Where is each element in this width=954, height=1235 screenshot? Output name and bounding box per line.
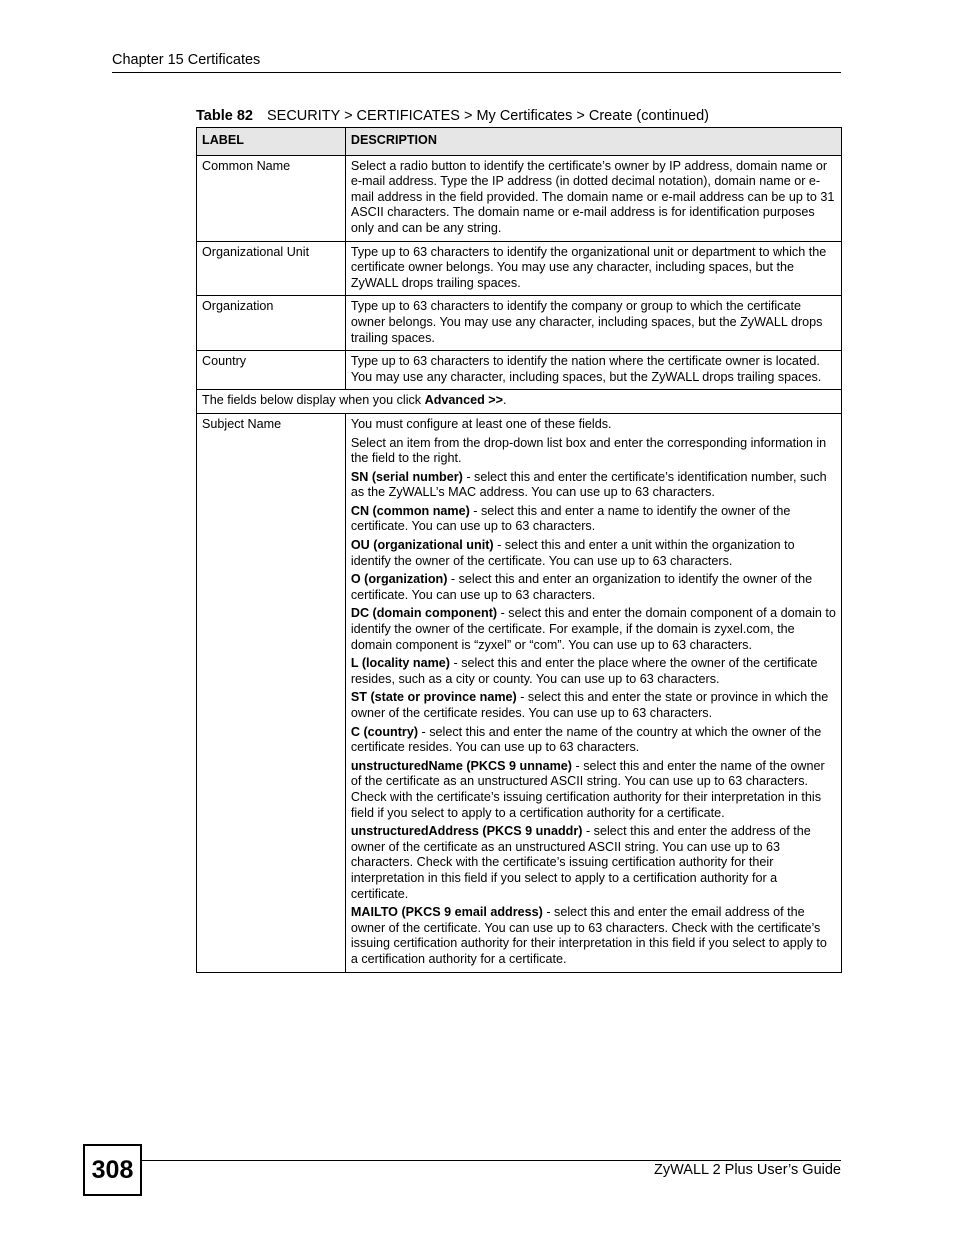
option-text: - select this and enter the state or province in which the owner of the certificate resides. You can use up to 63 characters.: [350, 690, 829, 720]
option-term: MAILTO (PKCS 9 email address): [350, 905, 543, 920]
option-text: - select this and enter the name of the country at which the owner of the certificate resides. You can use up to 63 characters.: [350, 724, 822, 755]
option-term: OU (organizational unit): [350, 538, 494, 553]
table-row: [197, 241, 842, 296]
row-description: [345, 413, 841, 972]
option-term: ST (state or province name): [350, 690, 517, 705]
certificate-fields-table: [196, 127, 842, 973]
subject-option-dc: [351, 606, 836, 653]
table-caption: [196, 108, 709, 124]
row-description: Type up to 63 characters to identify the company or group to which the certificate owner belongs. You may use any character, including spaces, but the ZyWALL drops trailing spaces.: [345, 296, 841, 351]
option-text: - select this and enter a name to identify the owner of the certificate. You can use up to 63 characters.: [350, 503, 791, 534]
option-term: unstructuredName (PKCS 9 unname): [350, 758, 572, 773]
subject-option-o: [351, 572, 836, 603]
option-term: unstructuredAddress (PKCS 9 unaddr): [350, 824, 583, 839]
option-text: - select this and enter the place where the owner of the certificate resides, such as a city or county. You can use up to 63 characters.: [350, 656, 818, 686]
row-label: Organizational Unit: [197, 241, 346, 296]
option-text: - select this and enter the name of the owner of the certificate as an unstructured ASCII string. You can use up to 63 characters. Check with the certificate’s issuing certification authority for their interpretation in this field if you select to apply to a certification authority for a certificate.: [350, 758, 825, 820]
option-term: C (country): [350, 724, 419, 739]
footer-divider: [141, 1160, 841, 1161]
option-text: - select this and enter an organization to identify the owner of the certificate. You can use up to 63 characters.: [350, 572, 813, 602]
advanced-note-prefix: The fields below display when you click: [202, 393, 425, 408]
row-label: Subject Name: [197, 413, 346, 972]
row-label: Country: [197, 351, 346, 390]
table-caption-label: Table 82: [196, 108, 253, 124]
subject-option-sn: [351, 470, 836, 501]
advanced-note-button-name: Advanced >>: [424, 393, 504, 408]
table-caption-text: SECURITY > CERTIFICATES > My Certificates > Create (continued): [266, 108, 709, 124]
subject-option-c: [351, 725, 836, 756]
advanced-note-row: [197, 390, 842, 414]
subject-option-unstructured-name: [351, 759, 836, 821]
option-text: - select this and enter the certificate’s identification number, such as the ZyWALL’s MAC address. You can use up to 63 characters.: [350, 469, 827, 500]
subject-option-ou: [351, 538, 836, 569]
subject-name-row: [197, 413, 842, 972]
row-description: Type up to 63 characters to identify the nation where the certificate owner is located. You may use any character, including spaces, but the ZyWALL drops trailing spaces.: [345, 351, 841, 390]
table-row: [197, 155, 842, 241]
guide-title: ZyWALL 2 Plus User’s Guide: [654, 1162, 841, 1178]
chapter-header: Chapter 15 Certificates: [112, 52, 261, 68]
subject-option-mailto: [351, 905, 836, 967]
option-term: O (organization): [350, 572, 448, 587]
option-term: SN (serial number): [350, 469, 463, 484]
row-description: Select a radio button to identify the certificate’s owner by IP address, domain name or e-mail address. Type the IP address (in dotted decimal notation), domain name or e-mail address in the field provided. The domain name or e-mail address can be up to 31 ASCII characters. The domain name or e-mail address is for identification purposes only and can be any string.: [345, 155, 841, 241]
table-row: [197, 351, 842, 390]
row-description: Type up to 63 characters to identify the organizational unit or department to which the certificate owner belongs. You may use any character, including spaces, but the ZyWALL drops trailing spaces.: [345, 241, 841, 296]
subject-intro-select: Select an item from the drop-down list box and enter the corresponding information in the field to the right.: [350, 435, 827, 466]
option-term: L (locality name): [350, 656, 451, 671]
header-divider: [112, 72, 841, 73]
option-term: DC (domain component): [350, 606, 498, 621]
subject-option-unstructured-address: [351, 824, 836, 902]
option-text: - select this and enter the address of the owner of the certificate as an unstructured ASCII string. You can use up to 63 characters. Check with the certificate’s issuing certification authority for their interpretation in this field if you select to apply to a certification authority for a certificate.: [350, 824, 811, 901]
page-number: 308: [83, 1144, 142, 1196]
advanced-note: [197, 390, 842, 414]
row-label: Organization: [197, 296, 346, 351]
subject-option-l: [351, 656, 836, 687]
table-header-row: [197, 128, 842, 156]
option-text: - select this and enter a unit within the organization to identify the owner of the certificate. You can use up to 63 characters.: [350, 538, 795, 568]
subject-option-st: [351, 690, 836, 721]
subject-intro-required: You must configure at least one of these fields.: [350, 416, 612, 431]
subject-option-cn: [351, 504, 836, 535]
advanced-note-suffix: .: [503, 393, 507, 408]
option-text: - select this and enter the domain component of a domain to identify the owner of the certificate. For example, if the domain is zyxel.com, the domain component is “zyxel” or “com”. You can use up to 63 characters.: [350, 606, 836, 652]
row-label: Common Name: [197, 155, 346, 241]
option-text: - select this and enter the email address of the owner of the certificate. You can use up to 63 characters. Check with the certificate’s issuing certification authority for their interpretation in this field if you select to apply to a certification authority for a certificate.: [350, 905, 827, 966]
column-header-description: DESCRIPTION: [345, 128, 841, 156]
option-term: CN (common name): [350, 503, 470, 518]
table-row: [197, 296, 842, 351]
column-header-label: LABEL: [197, 128, 346, 156]
